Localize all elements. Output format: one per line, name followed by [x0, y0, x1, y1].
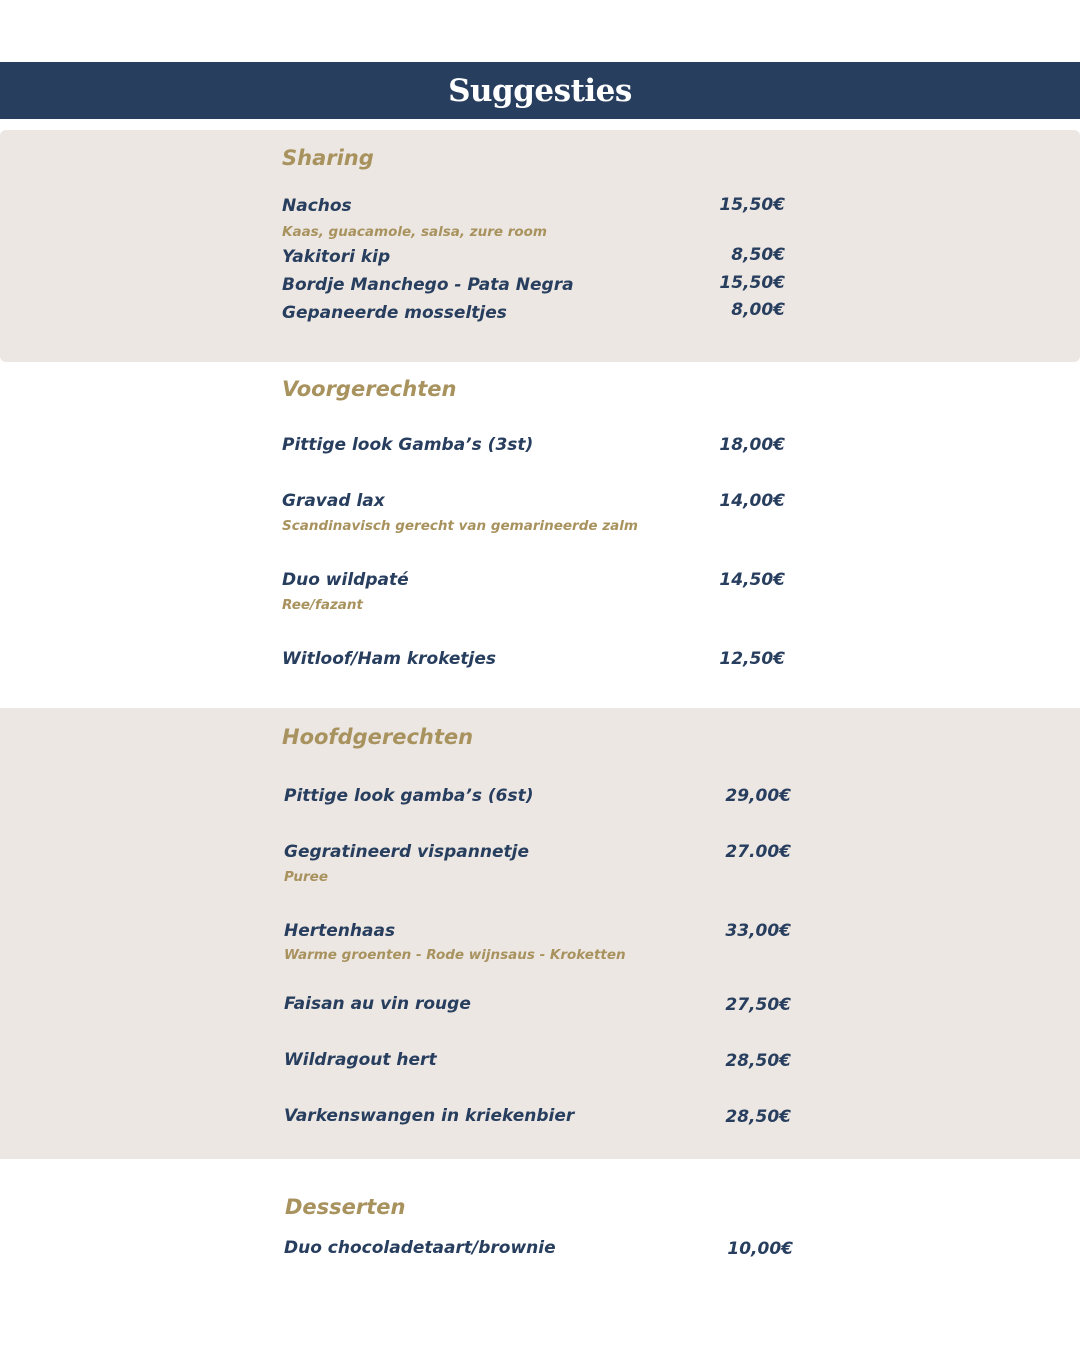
menu-item-name: Gegratineerd vispannetje [284, 842, 529, 862]
menu-item-description: Puree [284, 869, 328, 885]
menu-item-name: Hertenhaas [284, 921, 396, 941]
section-heading-hoofdgerechten: Hoofdgerechten [282, 725, 474, 749]
menu-item-name: Duo wildpaté [282, 570, 409, 590]
menu-item-name: Gravad lax [282, 491, 385, 511]
menu-item-price: 15,50€ [719, 273, 785, 293]
page-title: Suggesties [448, 72, 632, 109]
section-heading-desserten: Desserten [285, 1195, 406, 1219]
menu-item-price: 15,50€ [719, 195, 785, 215]
menu-item-price: 14,50€ [719, 570, 785, 590]
section-band-hoofdgerechten [0, 708, 1080, 1159]
section-band-sharing [0, 130, 1080, 362]
section-heading-sharing: Sharing [282, 146, 374, 170]
menu-item-name: Wildragout hert [284, 1050, 437, 1070]
menu-item-price: 27,50€ [725, 995, 791, 1015]
menu-item-name: Nachos [282, 196, 352, 216]
menu-item-price: 27.00€ [725, 842, 791, 862]
menu-item-name: Duo chocoladetaart/brownie [284, 1238, 556, 1258]
menu-item-description: Warme groenten - Rode wijnsaus - Kroketten [284, 947, 626, 963]
menu-item-name: Yakitori kip [282, 247, 391, 267]
menu-item-price: 33,00€ [725, 921, 791, 941]
menu-item-name: Pittige look Gamba’s (3st) [282, 435, 534, 455]
menu-item-price: 14,00€ [719, 491, 785, 511]
menu-item-price: 18,00€ [719, 435, 785, 455]
menu-item-name: Faisan au vin rouge [284, 994, 471, 1014]
menu-item-price: 28,50€ [725, 1051, 791, 1071]
page-header [0, 62, 1080, 119]
menu-item-name: Pittige look gamba’s (6st) [284, 786, 534, 806]
menu-item-price: 8,50€ [731, 245, 785, 265]
menu-item-description: Kaas, guacamole, salsa, zure room [282, 224, 547, 240]
menu-item-price: 28,50€ [725, 1107, 791, 1127]
menu-item-name: Bordje Manchego - Pata Negra [282, 275, 574, 295]
menu-item-name: Witloof/Ham kroketjes [282, 649, 497, 669]
menu-item-description: Scandinavisch gerecht van gemarineerde zalm [282, 518, 638, 534]
menu-item-price: 10,00€ [727, 1239, 793, 1259]
section-heading-voorgerechten: Voorgerechten [282, 377, 457, 401]
menu-item-price: 29,00€ [725, 786, 791, 806]
menu-item-price: 12,50€ [719, 649, 785, 669]
menu-item-description: Ree/fazant [282, 597, 363, 613]
menu-item-name: Varkenswangen in kriekenbier [284, 1106, 575, 1126]
menu-item-price: 8,00€ [731, 300, 785, 320]
menu-item-name: Gepaneerde mosseltjes [282, 303, 507, 323]
